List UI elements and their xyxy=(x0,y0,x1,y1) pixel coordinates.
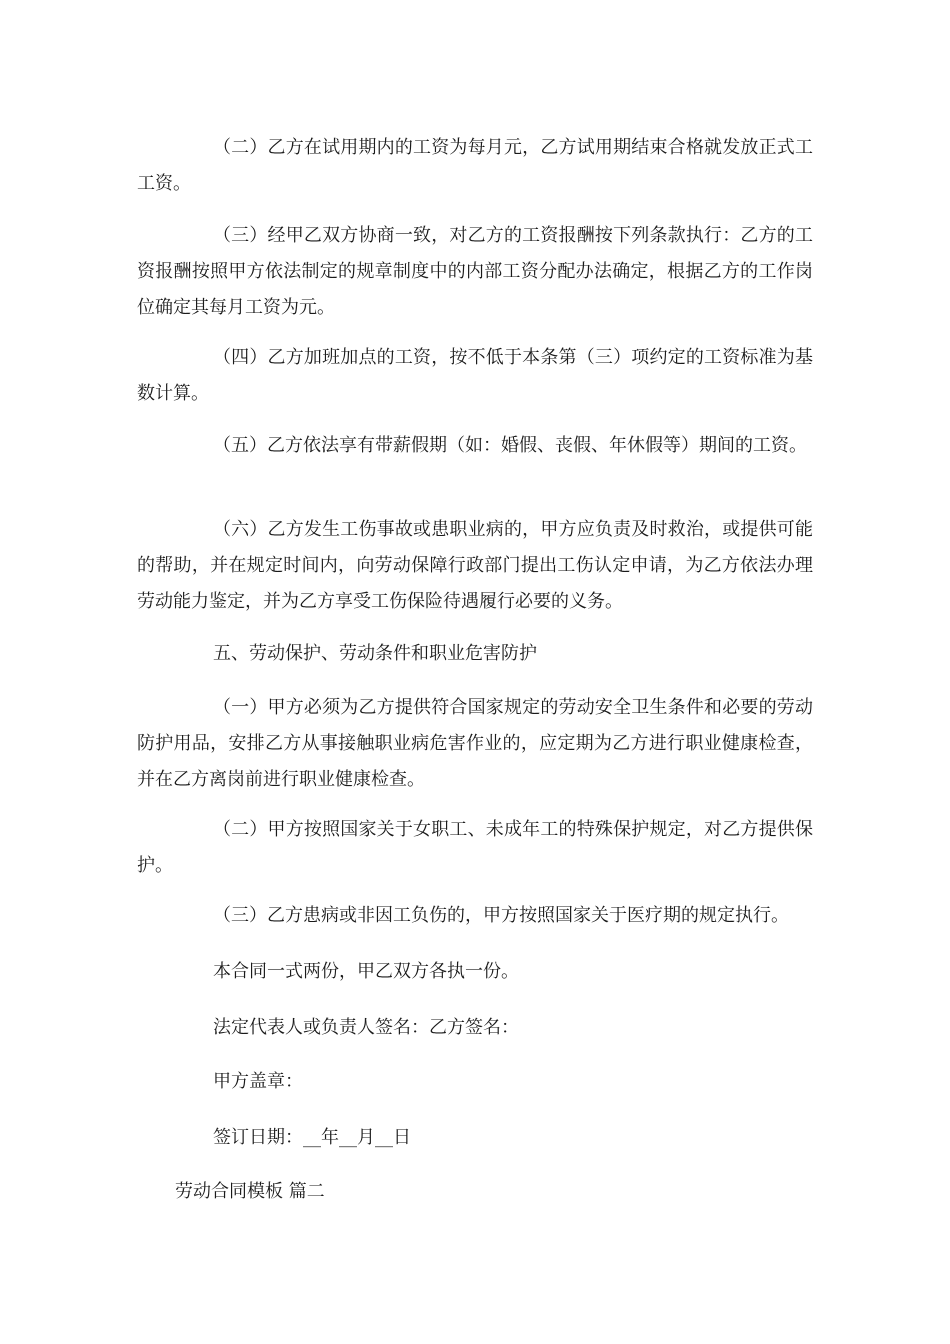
clause-special-protection: （二）甲方按照国家关于女职工、未成年工的特殊保护规定，对乙方提供保护。 xyxy=(137,819,813,876)
signature-line: 法定代表人或负责人签名：乙方签名： xyxy=(213,1017,519,1038)
clause-probation-salary: （二）乙方在试用期内的工资为每月元，乙方试用期结束合格就发放正式工工资。 xyxy=(137,137,813,194)
clause-salary-terms: （三）经甲乙双方协商一致，对乙方的工资报酬按下列条款执行：乙方的工资报酬按照甲方依法制定的规章制度中的内部工资分配办法确定，根据乙方的工作岗位确定其每月工资为元。 xyxy=(137,225,813,318)
clause-medical-period: （三）乙方患病或非因工负伤的，甲方按照国家关于医疗期的规定执行。 xyxy=(213,905,789,926)
next-template-title: 劳动合同模板 篇二 xyxy=(175,1181,325,1202)
closing-copies: 本合同一式两份，甲乙双方各执一份。 xyxy=(213,961,519,982)
seal-line: 甲方盖章： xyxy=(213,1071,303,1092)
clause-work-injury: （六）乙方发生工伤事故或患职业病的，甲方应负责及时救治，或提供可能的帮助，并在规定时间内，向劳动保障行政部门提出工伤认定申请，为乙方依法办理劳动能力鉴定，并为乙方享受工伤保险待遇履行必要的义务。 xyxy=(137,519,813,612)
signing-date-line: 签订日期：__年__月__日 xyxy=(213,1127,411,1148)
clause-paid-leave: （五）乙方依法享有带薪假期（如：婚假、丧假、年休假等）期间的工资。 xyxy=(213,435,807,456)
clause-overtime-pay: （四）乙方加班加点的工资，按不低于本条第（三）项约定的工资标准为基数计算。 xyxy=(137,347,813,404)
section-heading-labor-protection: 五、劳动保护、劳动条件和职业危害防护 xyxy=(213,643,537,664)
clause-safety-conditions: （一）甲方必须为乙方提供符合国家规定的劳动安全卫生条件和必要的劳动防护用品，安排乙方从事接触职业病危害作业的，应定期为乙方进行职业健康检查，并在乙方离岗前进行职业健康检查。 xyxy=(137,697,813,790)
